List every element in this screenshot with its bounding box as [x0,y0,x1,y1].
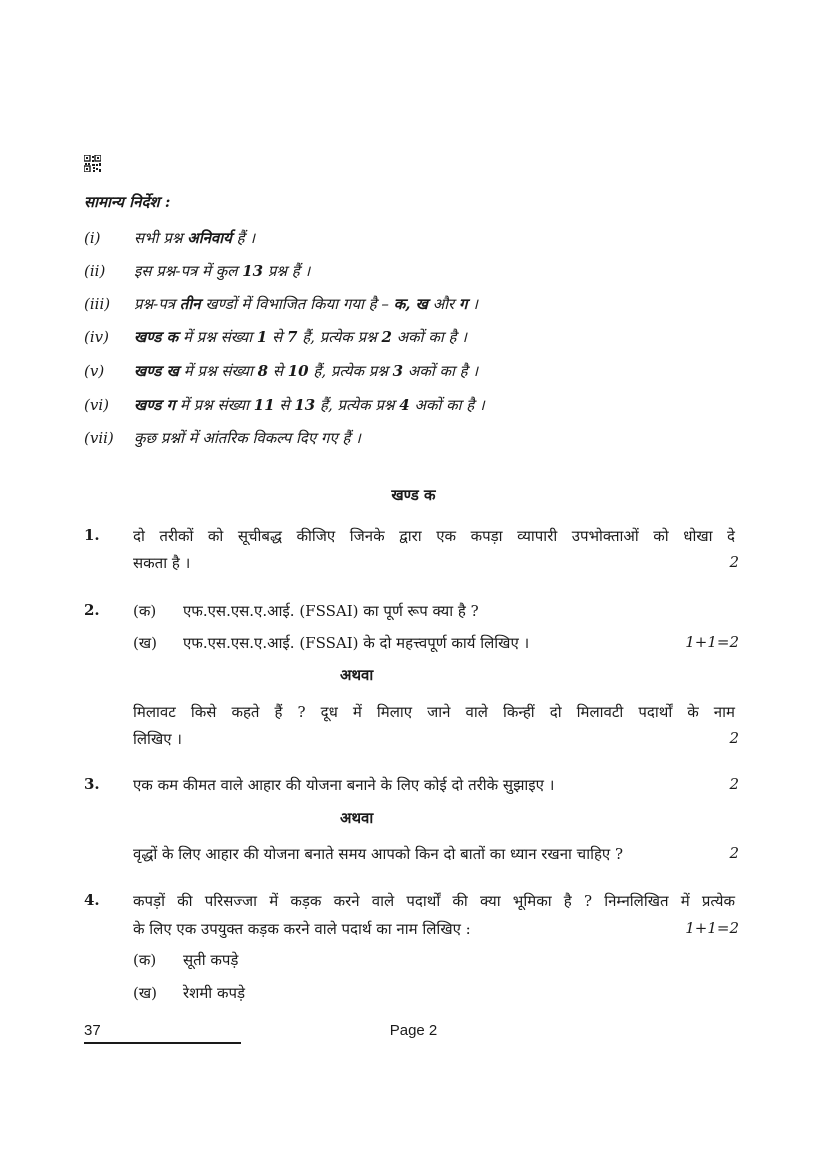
question-text: एक कम कीमत वाले आहार की योजना बनाने के लिए कोई दो तरीके सुझाइए । [133,776,555,794]
marks: 2 [729,553,739,571]
question-text: दो तरीकों को सूचीबद्ध कीजिए जिनके द्वारा एक कपड़ा व्यापारी उपभोक्ताओं को धोखा दे [133,527,735,545]
instruction-item: (iv) खण्ड क में प्रश्न संख्या 1 से 7 हैं, प्रत्येक प्रश्न 2 अकों का है । [84,328,467,346]
section-title: खण्ड क [391,486,436,504]
question-number: 1. [84,526,100,544]
paper-code: 37 [84,1022,101,1039]
question-number: 3. [84,775,100,793]
marks: 2 [729,844,739,862]
or-label: अथवा [340,666,374,684]
sub-question: (क) एफ.एस.एस.ए.आई. (FSSAI) का पूर्ण रूप क्या है ? [133,602,479,620]
or-label: अथवा [340,809,374,827]
instruction-item: (i) सभी प्रश्न अनिवार्य हैं । [84,229,256,247]
question-text: कपड़ों की परिसज्जा में कड़क करने वाले पदार्थों की क्या भूमिका है ? निम्नलिखित में प्रत्येक [133,892,735,910]
instruction-item: (ii) इस प्रश्न-पत्र में कुल 13 प्रश्न हैं । [84,262,311,280]
instruction-item: (v) खण्ड ख में प्रश्न संख्या 8 से 10 हैं, प्रत्येक प्रश्न 3 अकों का है । [84,362,479,380]
question-text: मिलावट किसे कहते हैं ? दूध में मिलाए जाने वाले किन्हीं दो मिलावटी पदार्थों के नाम [133,703,735,721]
marks: 1+1=2 [685,919,739,937]
sub-question: (ख) एफ.एस.एस.ए.आई. (FSSAI) के दो महत्त्वपूर्ण कार्य लिखिए । [133,634,530,652]
question-text: लिखिए । [133,730,182,748]
instruction-item: (iii) प्रश्न-पत्र तीन खण्डों में विभाजित किया गया है – क, ख और ग । [84,295,478,313]
instructions-heading: सामान्य निर्देश : [84,193,171,211]
question-text: सकता है । [133,554,191,572]
sub-question: (ख) रेशमी कपड़े [133,984,246,1002]
question-number: 4. [84,891,100,909]
footer-divider [84,1042,241,1044]
instruction-item: (vii) कुछ प्रश्नों में आंतरिक विकल्प दिए गए हैं । [84,429,361,447]
marks: 2 [729,775,739,793]
question-text: के लिए एक उपयुक्त कड़क करने वाले पदार्थ का नाम लिखिए : [133,920,471,938]
qr-code-icon [84,155,101,172]
marks: 1+1=2 [685,633,739,651]
instruction-item: (vi) खण्ड ग में प्रश्न संख्या 11 से 13 हैं, प्रत्येक प्रश्न 4 अकों का है । [84,396,485,414]
marks: 2 [729,729,739,747]
question-number: 2. [84,601,100,619]
sub-question: (क) सूती कपड़े [133,951,239,969]
page-number: Page 2 [389,1022,438,1039]
question-text: वृद्धों के लिए आहार की योजना बनाते समय आपको किन दो बातों का ध्यान रखना चाहिए ? [133,845,624,863]
